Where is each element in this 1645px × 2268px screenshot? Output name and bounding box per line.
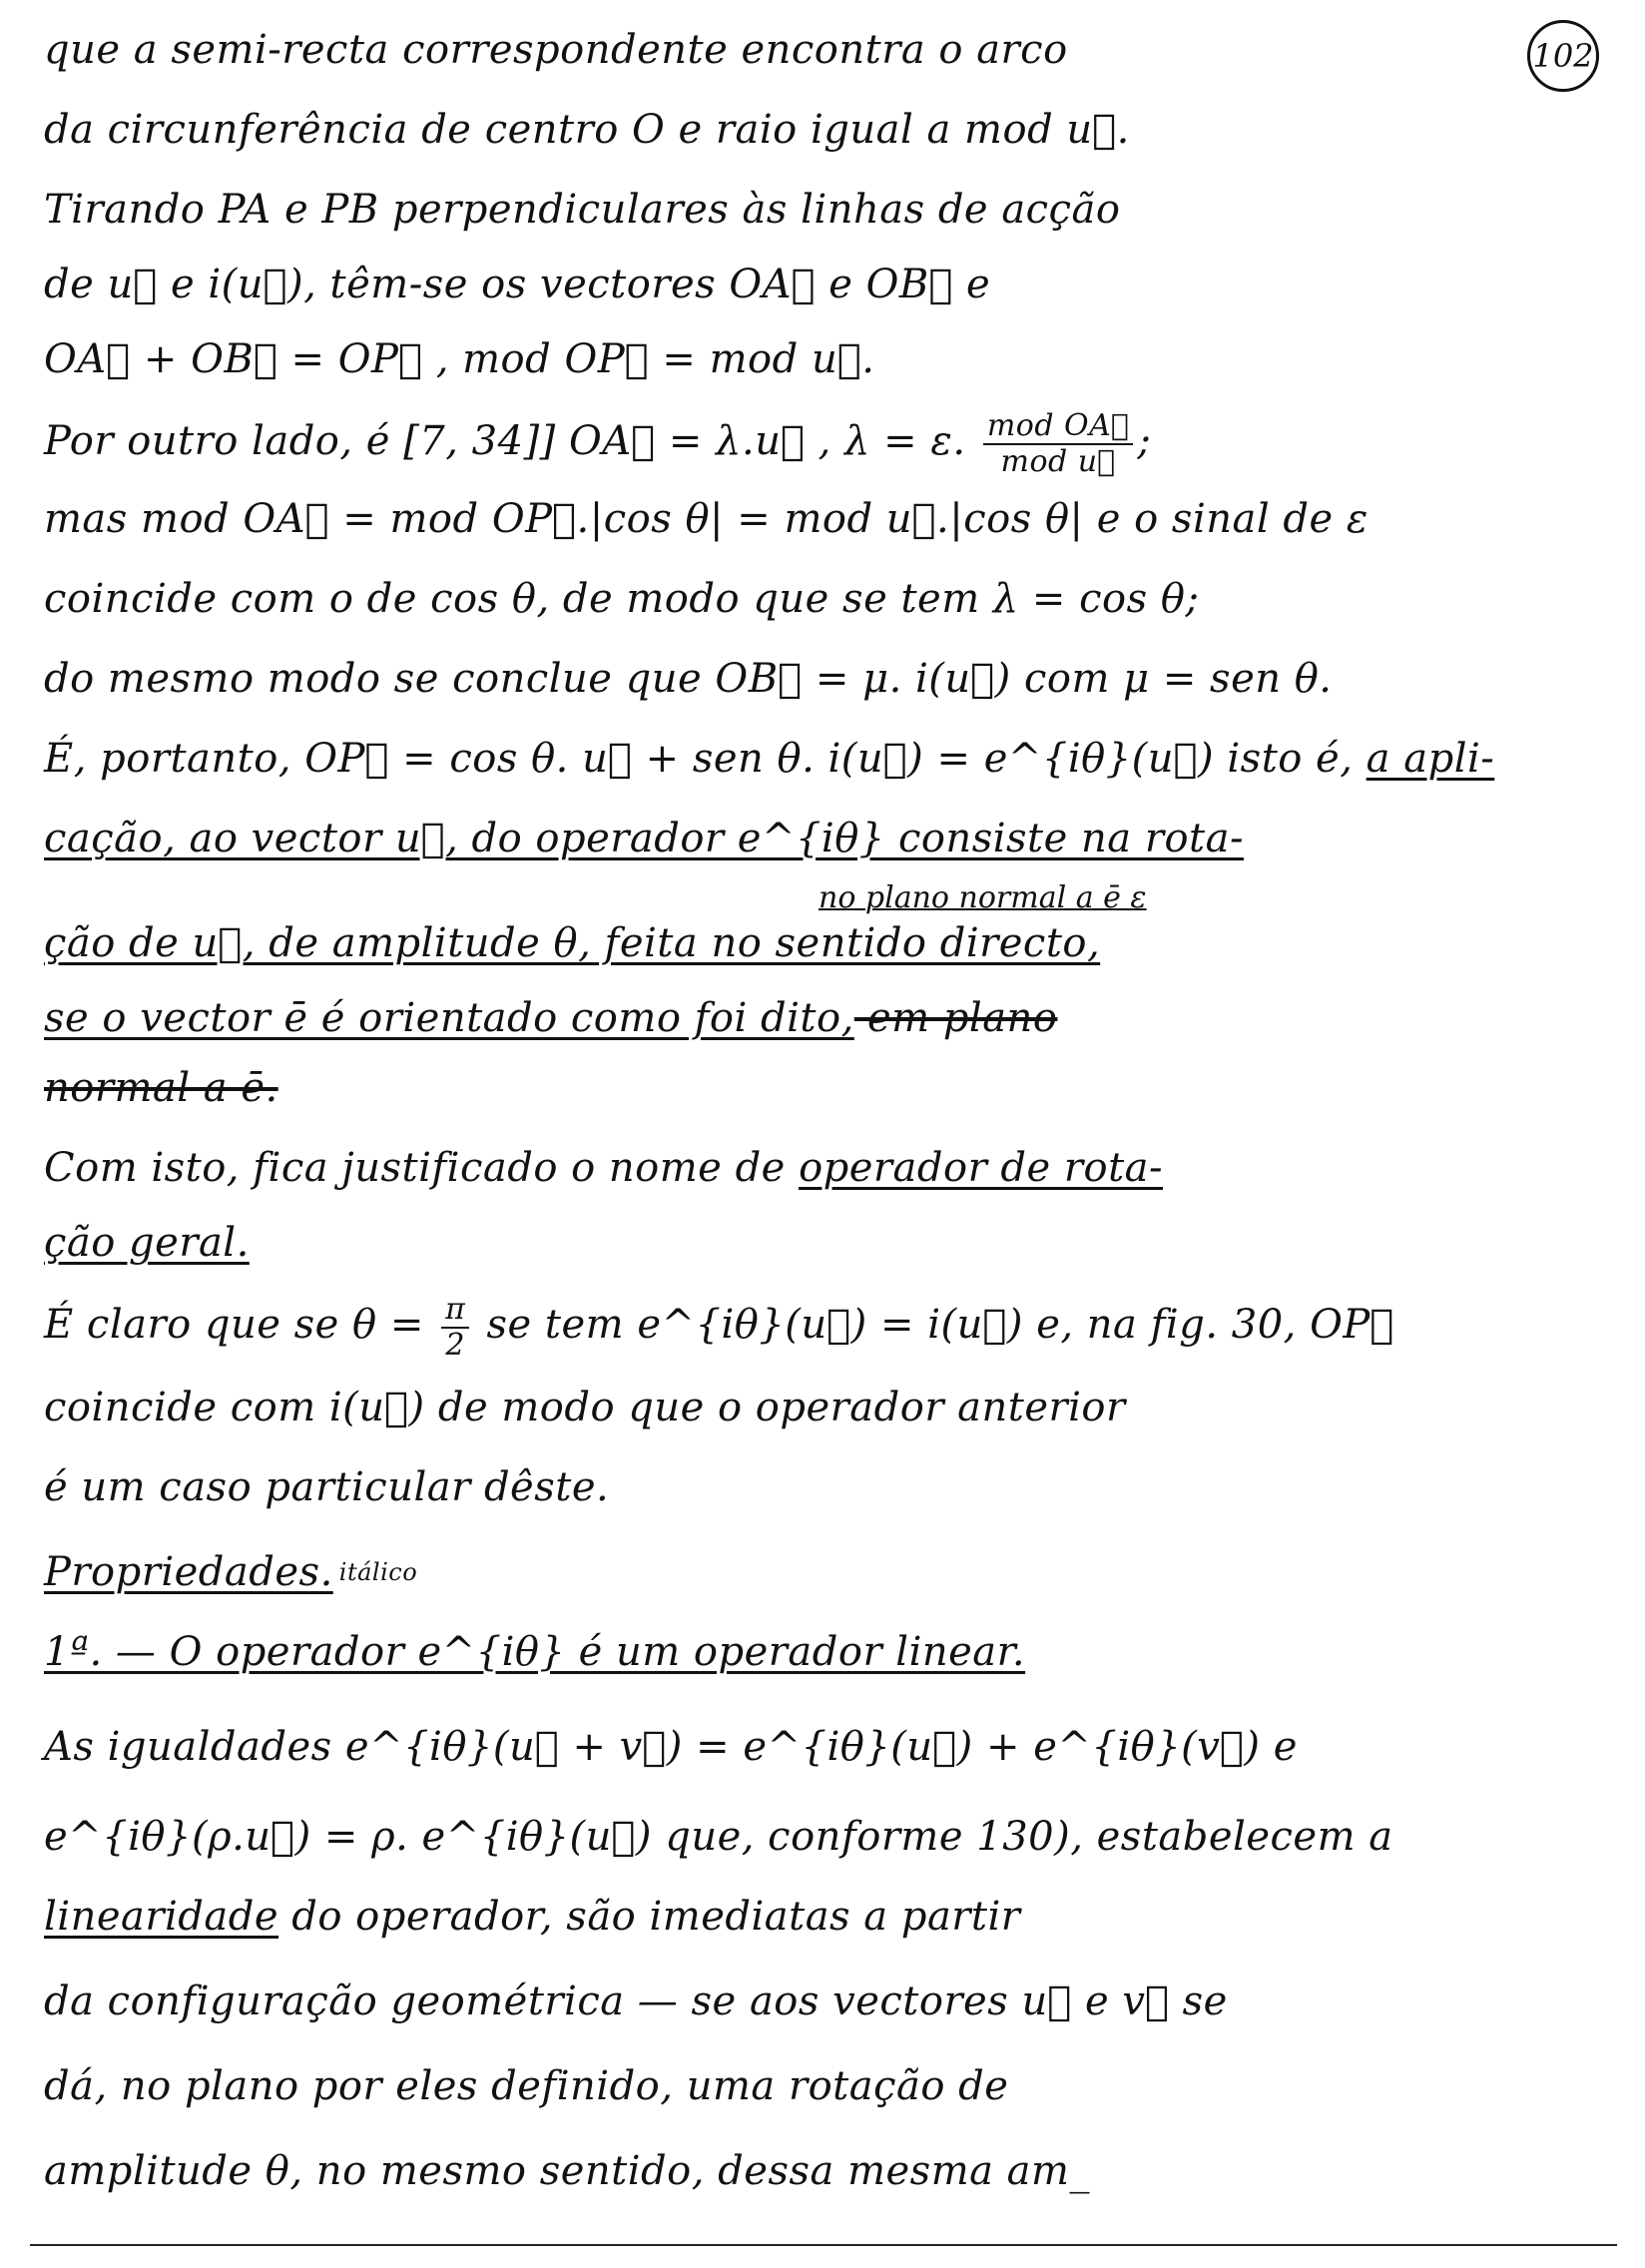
text-line-5: OA⃗ + OB⃗ = OP⃗ , mod OP⃗ = mod u⃗. [44,336,875,382]
text-line-10 [44,729,1601,789]
text-line-15-main: Com isto, fica justificado o nome de [44,1145,800,1191]
text-line-23: e^{iθ}(ρ.u⃗) = ρ. e^{iθ}(u⃗) que, conforme 130), estabelecem a [44,1814,1393,1860]
fraction-numerator: π [441,1293,469,1329]
text-line-13-struck: em plano [853,995,1058,1041]
text-line-12: ção de u⃗, de amplitude θ, feita no sentido directo, [44,920,1101,966]
text-line-13 [44,988,1601,1048]
text-line-26: dá, no plano por eles definido, uma rotação de [44,2063,1009,2109]
text-line-7: mas mod OA⃗ = mod OP⃗.|cos θ| = mod u⃗.|cos θ| e o sinal de ε [44,496,1369,542]
page-number: 102 [1527,20,1599,92]
text-line-10-main: É, portanto, OP⃗ = cos θ. u⃗ + sen θ. i(u⃗) = e^{iθ}(u⃗) isto é, [44,736,1367,782]
text-line-2: da circunferência de centro O e raio igual a mod u⃗. [44,107,1130,153]
text-line-9: do mesmo modo se conclue que OB⃗ = μ. i(u⃗) com μ = sen θ. [44,656,1333,702]
text-line-17-b: se tem e^{iθ}(u⃗) = i(u⃗) e, na fig. 30, OP⃗ [486,1302,1394,1348]
lambda-fraction [983,409,1134,479]
text-line-16: ção geral. [44,1220,250,1266]
fraction-denominator: 2 [445,1328,465,1363]
inserted-annotation: no plano normal a ē ε [819,880,1147,915]
text-line-1: que a semi-recta correspondente encontra o arco [44,27,1068,73]
text-line-24-main: do operador, são imediatas a partir [278,1894,1021,1940]
text-line-15 [44,1138,1601,1198]
text-line-8: coincide com o de cos θ, de modo que se tem λ = cos θ; [44,576,1200,622]
property-heading: 1ª. — O operador e^{iθ} é um operador linear. [44,1629,1026,1675]
fraction-numerator: mod OA⃗ [983,409,1134,445]
text-line-24-underlined: linearidade [44,1894,279,1940]
text-line-22: As igualdades e^{iθ}(u⃗ + v⃗) = e^{iθ}(u⃗) + e^{iθ}(v⃗) e [44,1724,1298,1770]
text-line-27: amplitude θ, no mesmo sentido, dessa mesma am_ [44,2148,1090,2194]
text-line-14-struck: normal a ē. [44,1065,278,1111]
text-line-10-underlined: a apli- [1366,736,1495,782]
text-line-18: coincide com i(u⃗) de modo que o operador anterior [44,1385,1126,1430]
text-line-6: Por outro lado, é [7, 34]] OA⃗ = λ.u⃗ , λ = ε. $\frac{\text{mod OA⃗}}{\text{mod u⃗}}$ ; [44,408,1152,479]
theta-fraction [441,1293,469,1363]
text-line-17 [44,1293,1601,1363]
text-line-24 [44,1887,1601,1947]
text-line-25: da configuração geométrica — se aos vectores u⃗ e v⃗ se [44,1979,1228,2024]
text-line-11: cação, ao vector u⃗, do operador e^{iθ} consiste na rota- [44,816,1244,861]
text-line-17-a: É claro que se θ = [44,1302,424,1348]
text-line-20 [44,1542,1601,1602]
text-line-3: Tirando PA e PB perpendiculares às linhas de acção [44,187,1121,233]
text-line-6-main: Por outro lado, é [7, 34]] OA⃗ = λ.u⃗ , λ = ε. [44,418,966,464]
section-heading: Propriedades. [44,1549,333,1595]
page-bottom-rule [30,2244,1617,2246]
text-line-13-underlined: se o vector ē é orientado como foi dito, [44,995,854,1041]
fraction-denominator: mod u⃗ [1000,444,1116,479]
text-line-15-underlined: operador de rota- [799,1145,1164,1191]
margin-note: itálico [338,1558,418,1586]
text-line-4: de u⃗ e i(u⃗), têm-se os vectores OA⃗ e OB⃗ e [44,262,991,307]
text-line-19: é um caso particular dêste. [44,1464,610,1510]
